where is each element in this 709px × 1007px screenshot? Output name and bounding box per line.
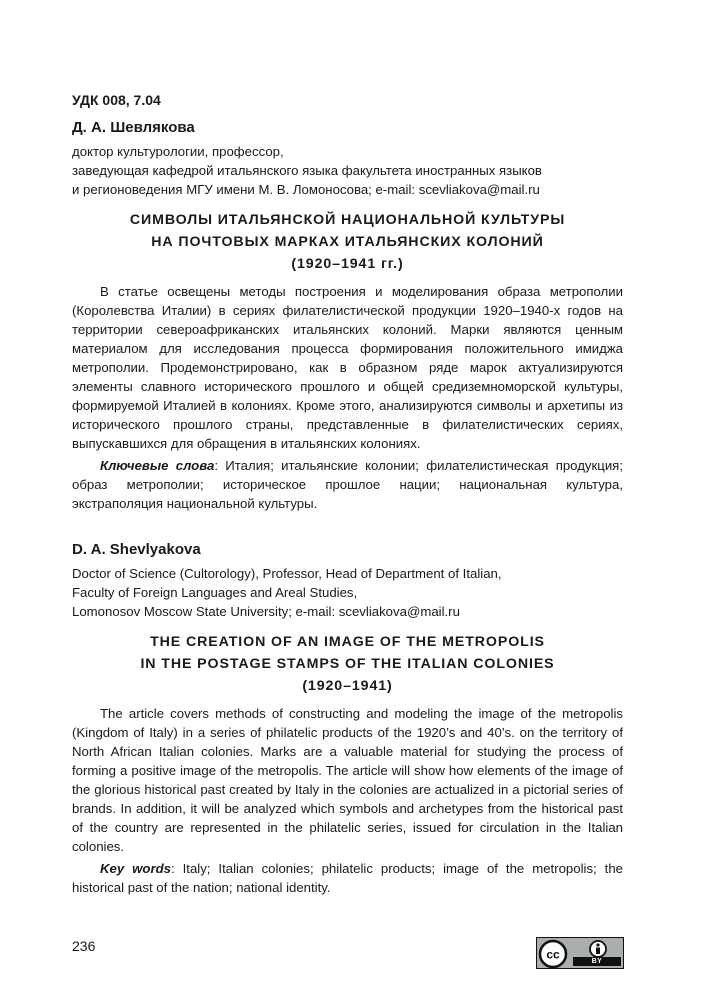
author-affiliation-en [72, 564, 623, 621]
article-title-ru [72, 209, 623, 275]
keywords-label: Key words [100, 861, 171, 876]
license-label: BY [573, 957, 621, 966]
abstract-ru [72, 282, 623, 513]
abstract-text: В статье освещены методы построения и моделирования образа метрополии (Королевства Италии) в сериях филателистической продукции 1920–1940-х годов на территории североафриканских итальянских колоний. Марки являются ценным материалом для исследования процесса формирования положительного имиджа метрополии. Продемонстрировано, как в образном ряде марок актуализируются элементы славного исторического прошлого и общей средиземноморской культуры, формируемой Италией в колониях. Кроме этого, анализируются символы и архетипы из исторического прошлого страны, представленные в филателистических сериях, выпускавшихся для обращения в итальянских колониях. [72, 284, 623, 451]
author-name-ru: Д. А. Шевлякова [72, 119, 195, 136]
affiliation-line: и регионоведения МГУ имени М. В. Ломоносова; e-mail: scevliakova@mail.ru [72, 182, 540, 197]
title-line: (1920–1941 гг.) [291, 256, 404, 272]
english-section [72, 541, 623, 897]
title-line: (1920–1941) [302, 678, 393, 694]
keywords-text: : Италия; итальянские колонии; филателистическая продукция; образ метрополии; историческое прошлое нации; национальная культура, экстраполяция национальной культуры. [72, 458, 623, 511]
affiliation-line: доктор культурологии, профессор, [72, 144, 284, 159]
abstract-text: The article covers methods of constructing and modeling the image of the metropolis (Kingdom of Italy) in a series of philatelic products of the 1920’s and 40’s. on the territory of North African Italian colonies. Marks are a valuable material for studying the process of forming a positive image of the metropolis. The article will show how elements of the image of the glorious historical past created by Italy in the colonies are actualized in a pictorial series of brands. In addition, it will be analyzed which symbols and archetypes from the historical past of the country are represented in the philatelic series, issued for circulation in the Italian colonies. [72, 706, 623, 854]
title-line: IN THE POSTAGE STAMPS OF THE ITALIAN COLONIES [140, 656, 555, 672]
affiliation-line: заведующая кафедрой итальянского языка факультета иностранных языков [72, 163, 542, 178]
keywords-en [72, 859, 623, 897]
title-line: СИМВОЛЫ ИТАЛЬЯНСКОЙ НАЦИОНАЛЬНОЙ КУЛЬТУРЫ [129, 212, 566, 228]
keywords-label: Ключевые слова [100, 458, 215, 473]
title-line: НА ПОЧТОВЫХ МАРКАХ ИТАЛЬЯНСКИХ КОЛОНИЙ [151, 234, 544, 250]
udk-code: УДК 008, 7.04 [72, 92, 161, 108]
article-title-en [72, 631, 623, 697]
abstract-en [72, 704, 623, 897]
title-line: THE CREATION OF AN IMAGE OF THE METROPOLIS [150, 634, 545, 650]
cc-by-icon [536, 937, 624, 969]
affiliation-line: Doctor of Science (Cultorology), Professor, Head of Department of Italian, [72, 566, 502, 581]
affiliation-line: Lomonosov Moscow State University; e-mail: scevliakova@mail.ru [72, 604, 460, 619]
keywords-ru [72, 456, 623, 513]
svg-text:cc: cc [546, 947, 560, 962]
page-number: 236 [72, 938, 96, 954]
affiliation-line: Faculty of Foreign Languages and Areal Studies, [72, 585, 358, 600]
author-affiliation-ru [72, 142, 623, 199]
author-name-en: D. A. Shevlyakova [72, 541, 201, 558]
article-front-matter [72, 92, 623, 897]
keywords-text: : Italy; Italian colonies; philatelic products; image of the metropolis; the historical past of the nation; national identity. [72, 861, 623, 895]
